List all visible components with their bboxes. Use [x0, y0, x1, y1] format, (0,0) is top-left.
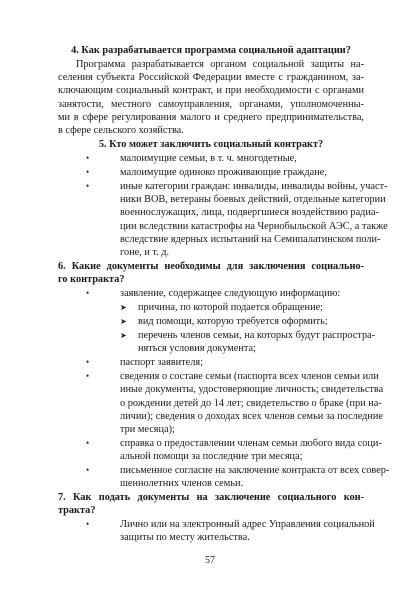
sub-list-item: перечень членов семьи, на которых будут распростра-: [138, 330, 376, 341]
bullet-icon: •: [86, 438, 90, 448]
list-item: сведения о составе семьи (паспорта всех членов семьи или: [120, 371, 379, 382]
section-4-text-line: селения субъекта Российской Федерации вместе с гражданином, за-: [58, 72, 364, 83]
section-4-text-line: занятости, местного самоуправления, органами, уполномоченны-: [58, 99, 364, 110]
list-item-line: военнослужащих, лица, подвергшиеся воздействию радиа-: [120, 207, 379, 218]
list-item: иные категории граждан: инвалиды, инвалиды войны, участ-: [120, 181, 388, 192]
bullet-icon: •: [86, 288, 90, 298]
arrow-bullet-icon: ➤: [120, 317, 127, 326]
list-item: справка о предоставлении членам семьи любого вида соци-: [120, 438, 382, 449]
bullet-icon: •: [86, 465, 90, 475]
list-item-line: иные документы, удостоверяющие личность; свидетельства: [120, 384, 384, 395]
list-item: малоимущие семьи, в т. ч. многодетные,: [120, 153, 297, 164]
bullet-icon: •: [86, 519, 90, 529]
bullet-icon: •: [86, 371, 90, 381]
sub-list-item: вид помощи, которую требуется оформить;: [138, 316, 328, 327]
section-6-heading: 6. Какие документы необходимы для заключения социально-: [58, 261, 364, 272]
list-item-line: три месяца);: [120, 424, 175, 435]
section-7-heading: 7. Как подать документы на заключение социального кон-: [58, 492, 364, 503]
bullet-icon: •: [86, 153, 90, 163]
section-5-heading: 5. Кто может заключить социальный контракт?: [98, 139, 324, 150]
list-item: письменное согласие на заключение контракта от всех совер-: [120, 465, 390, 476]
section-4-heading: 4. Как разрабатывается программа социальной адаптации?: [71, 45, 351, 56]
section-4-text-line: Программа разрабатывается органом социальной защиты на-: [76, 59, 364, 70]
list-item: паспорт заявителя;: [120, 357, 203, 368]
list-item-line: вследствие ядерных испытаний на Семипалатинском поли-: [120, 234, 381, 245]
section-4-text-line: ми в сфере регулирования малого и среднего предпринимательства,: [58, 112, 364, 123]
list-item-line: личии); сведения о доходах всех членов семьи за последние: [120, 411, 383, 422]
arrow-bullet-icon: ➤: [120, 303, 127, 312]
section-4-text-line: в сфере сельского хозяйства.: [58, 125, 184, 136]
sub-list-item-line: няться условия документа;: [138, 343, 256, 354]
section-6-heading-line: го контракта?: [58, 274, 125, 285]
sub-list-item: причина, по которой подается обращение;: [138, 302, 324, 313]
list-item-line: защиты по месту жительства.: [120, 532, 250, 543]
list-item: малоимущие одиноко проживающие граждане,: [120, 167, 327, 178]
list-item-line: шеннолетних членов семьи.: [120, 478, 244, 489]
list-item-line: гоне, и т. д.: [120, 247, 170, 258]
list-item-line: альной помощи за последние три месяца;: [120, 451, 303, 462]
bullet-icon: •: [86, 181, 90, 191]
list-item-line: ники ВОВ, ветераны боевых действий, отдельные категории: [120, 194, 386, 205]
section-7-heading-line: тракта?: [58, 505, 96, 516]
section-4-text-line: ключающим социальный контракт, и при необходимости с органами: [58, 85, 364, 96]
bullet-icon: •: [86, 167, 90, 177]
list-item-line: ции вследствии катастрофы на Чернобыльской АЭС, а также: [120, 221, 388, 232]
bullet-icon: •: [86, 357, 90, 367]
list-item: заявление, содержащее следующую информацию:: [120, 288, 341, 299]
list-item-line: о рождении детей до 14 лет; свидетельство о браке (при на-: [120, 398, 382, 409]
list-item: Лично или на электронный адрес Управления социальной: [120, 519, 375, 530]
arrow-bullet-icon: ➤: [120, 331, 127, 340]
page-number: 57: [205, 555, 215, 566]
